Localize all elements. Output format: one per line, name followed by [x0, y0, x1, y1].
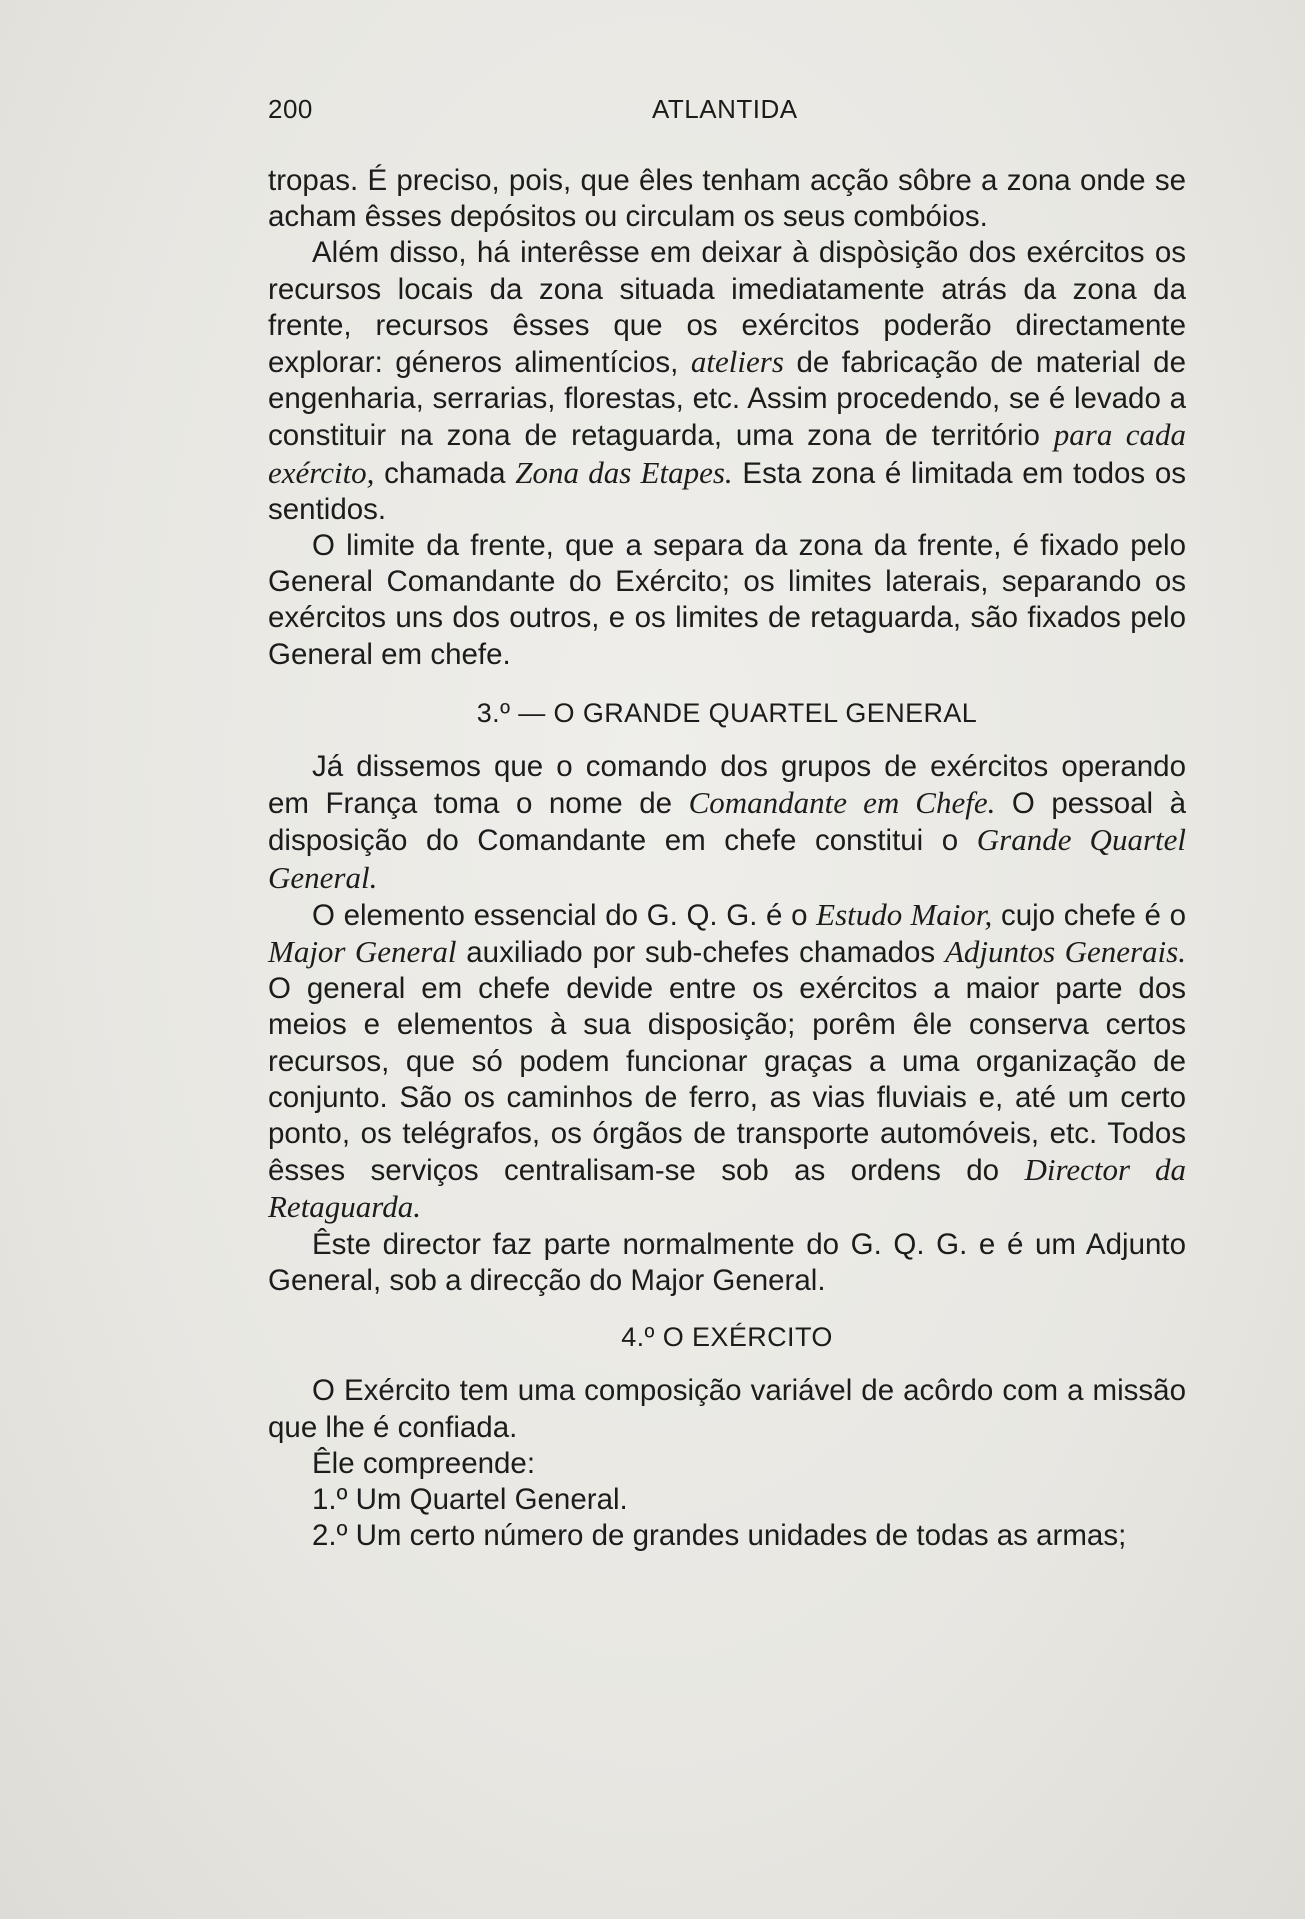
- term-estudo-maior: Estudo Maior,: [816, 896, 993, 932]
- page-number: 200: [268, 94, 313, 124]
- paragraph-5-text-d: O general em chefe devide entre os exércitos a maior parte dos meios e elementos à sua disposição; porêm êle conserva certos recursos, que só podem funcionar graças a uma organização de conjunto. São os caminhos de ferro, as vias fluviais e, até um certo ponto, os telégrafos, os órgãos de transporte automóveis, etc. Todos êsses serviços centralisam-se sob as ordens do: [268, 972, 1186, 1188]
- term-adjuntos-generais: Adjuntos Generais.: [945, 934, 1186, 970]
- list-item-2: [268, 1518, 1186, 1554]
- paragraph-7: [268, 1373, 1186, 1445]
- term-zona-das-etapes: Zona das Etapes.: [515, 454, 733, 490]
- paragraph-5: [268, 897, 1186, 1227]
- term-ateliers: ateliers: [690, 344, 784, 380]
- paragraph-8-text: Êle compreende:: [312, 1446, 536, 1480]
- section-heading-4: 4.º O EXÉRCITO: [621, 1322, 833, 1353]
- paragraph-4: [268, 749, 1186, 897]
- paragraph-2-text-d: Esta zona é limitada em todos os sentidos.: [268, 456, 1187, 526]
- paragraph-5-text-b: cujo chefe é o: [1000, 898, 1187, 932]
- list-item-1: [268, 1482, 1186, 1518]
- book-title: ATLANTIDA: [652, 94, 798, 124]
- term-comandante-em-chefe: Comandante em Chefe.: [688, 785, 996, 821]
- paragraph-6: [268, 1227, 1186, 1299]
- paragraph-3: [268, 528, 1186, 673]
- paragraph-4-text-b: O pessoal à disposição do Comandante em chefe constitui o: [268, 787, 1186, 858]
- term-major-general: Major General: [268, 934, 457, 970]
- section-heading-3: 3.º — O GRANDE QUARTEL GENERAL: [476, 697, 978, 728]
- term-director-da-retaguarda: Director da Retaguarda.: [268, 1152, 1186, 1225]
- term-para-cada-exercito: para cada exército,: [268, 417, 1186, 490]
- paragraph-5-text-c: auxiliado por sub-chefes chamados: [466, 936, 936, 970]
- body-text: [268, 163, 1186, 1554]
- paragraph-5-text-a: O elemento essencial do G. Q. G. é o: [312, 898, 808, 932]
- paragraph-2-text-a: Além disso, há interêsse em deixar à dispòsição dos exércitos os recursos locais da zona situada imediatamente atrás da zona da frente, recursos êsses que os exércitos poderão directamente explorar: géneros alimentícios,: [268, 236, 1186, 380]
- paragraph-3-text: O limite da frente, que a separa da zona da frente, é fixado pelo General Comandante do Exército; os limites laterais, separando os exércitos uns dos outros, e os limites de retaguarda, são fixados pelo General em chefe.: [268, 529, 1186, 671]
- paragraph-2: [268, 235, 1186, 528]
- paragraph-2-text-c: chamada: [384, 456, 506, 490]
- list-item-2-text: 2.º Um certo número de grandes unidades de todas as armas;: [312, 1519, 1127, 1553]
- running-head: [268, 94, 1193, 128]
- paragraph-7-text: O Exército tem uma composição variável de acôrdo com a missão que lhe é confiada.: [268, 1374, 1186, 1444]
- term-grande-quartel-general: Grande Quartel General.: [268, 822, 1186, 895]
- paragraph-2-text-b: de fabricação de material de engenharia, serrarias, florestas, etc. Assim procedendo, se é levado a constituir na zona de retaguarda, uma zona de território: [268, 346, 1186, 453]
- paragraph-6-text: Êste director faz parte normalmente do G. Q. G. e é um Adjunto General, sob a direcção do Major General.: [268, 1227, 1186, 1297]
- paragraph-8: [268, 1446, 1186, 1482]
- paragraph-1-text: tropas. É preciso, pois, que êles tenham acção sôbre a zona onde se acham êsses depósitos ou circulam os seus combóios.: [268, 164, 1186, 234]
- paragraph-4-text-a: Já dissemos que o comando dos grupos de exércitos operando em França toma o nome de: [268, 750, 1186, 821]
- list-item-1-text: 1.º Um Quartel General.: [312, 1482, 628, 1516]
- paragraph-1: [268, 163, 1186, 235]
